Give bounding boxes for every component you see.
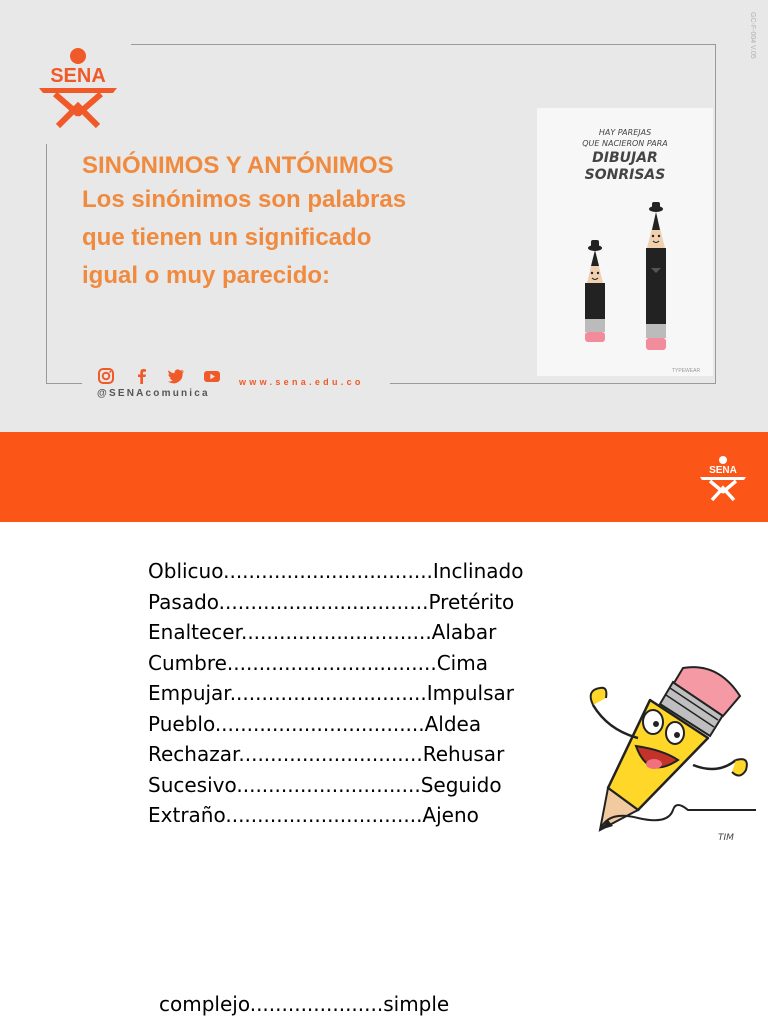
definition-line: Los sinónimos son palabras (82, 186, 407, 213)
illustration-text: DIBUJAR (592, 150, 658, 166)
synonym-pair: Oblicuo.................................Inclinado (148, 559, 524, 583)
sena-logo (697, 454, 749, 502)
website-link[interactable]: www.sena.edu.co (239, 377, 364, 387)
frame-line (46, 383, 82, 384)
pencils-illustration (537, 108, 713, 376)
synonym-pair: Rechazar.............................Rehusar (148, 742, 505, 766)
slide-cover (0, 0, 768, 432)
synonyms-list (148, 556, 548, 831)
synonym-pair: Pasado.................................Pretérito (148, 589, 515, 614)
sena-logo (33, 44, 123, 130)
synonym-pair: Sucesivo.............................Seguido (148, 772, 502, 797)
synonym-pair: Extraño...............................Ajeno (148, 803, 479, 827)
illustration-credit: TYPEWEAR (672, 368, 701, 374)
definition-line: que tienen un significado (82, 224, 372, 251)
frame-line (715, 44, 716, 384)
instagram-icon[interactable] (96, 366, 116, 386)
illustration-text: HAY PAREJAS (598, 128, 652, 137)
page-title: SINÓNIMOS Y ANTÓNIMOS (82, 152, 394, 179)
document-code: GC-F-004 V.05 (749, 12, 756, 59)
title-block (82, 150, 502, 295)
illustration-text: QUE NACIERON PARA (582, 139, 668, 148)
cartoon-pencil-icon (578, 660, 758, 850)
frame-line (131, 44, 716, 45)
social-handle: @SENAcomunica (97, 388, 210, 399)
facebook-icon[interactable] (132, 366, 152, 386)
brand-band (0, 432, 768, 522)
frame-line (46, 144, 47, 384)
antonym-pair: complejo.....................simple (159, 992, 450, 1016)
sena-logo-text: SENA (50, 65, 106, 87)
definition-line: igual o muy parecido: (82, 262, 331, 289)
synonym-pair: Pueblo.................................Aldea (148, 711, 482, 736)
youtube-icon[interactable] (202, 366, 222, 386)
synonym-pair: Enaltecer..............................Alabar (148, 620, 497, 644)
synonym-pair: Empujar...............................Impulsar (148, 681, 514, 705)
illustration-text: SONRISAS (584, 167, 666, 183)
pencil-couple-icon (537, 108, 713, 376)
sena-logo-text: SENA (709, 465, 737, 476)
synonym-pair: Cumbre.................................Cima (148, 650, 488, 675)
frame-line (390, 383, 716, 384)
art-credit: TIM (718, 833, 734, 843)
twitter-icon[interactable] (166, 366, 186, 386)
